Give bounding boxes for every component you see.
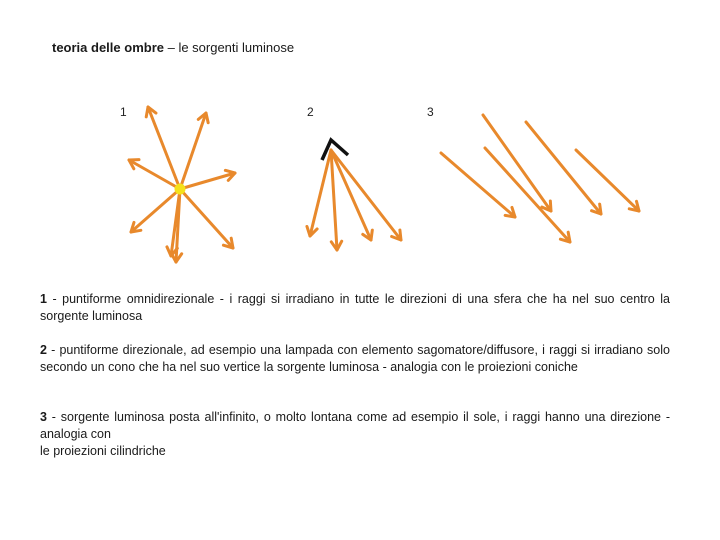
- description-3-tail: le proiezioni cilindriche: [40, 444, 166, 458]
- description-2: [40, 342, 670, 376]
- point-source-dot: [175, 184, 186, 195]
- directional-rays: [307, 150, 401, 250]
- ray-arrow: [526, 122, 601, 214]
- ray-arrow: [180, 170, 235, 189]
- description-2-text: - puntiforme direzionale, ad esempio una lampada con elemento sagomatore/diffusore, i raggi si irradiano solo secondo un cono che ha nel suo vertice la sorgente luminosa - analogia con le proiezioni coniche: [40, 343, 670, 374]
- diagram-label-2: 2: [307, 105, 314, 119]
- ray-arrow: [129, 160, 180, 189]
- ray-arrow: [131, 189, 180, 232]
- ray-arrow: [307, 150, 331, 236]
- description-1-text: - puntiforme omnidirezionale - i raggi si irradiano in tutte le direzioni di una sfera che ha nel suo centro la sorgente luminosa: [40, 292, 670, 323]
- description-3-number: 3: [40, 410, 47, 424]
- title-rest: – le sorgenti luminose: [163, 40, 295, 55]
- diagram-label-1: 1: [120, 105, 127, 119]
- ray-arrow: [146, 107, 180, 189]
- ray-arrow: [441, 153, 515, 217]
- ray-arrow: [576, 150, 639, 211]
- description-1: [40, 291, 670, 325]
- ray-arrow: [180, 189, 233, 248]
- description-1-number: 1: [40, 292, 47, 306]
- description-3: [40, 409, 670, 460]
- description-3-text: - sorgente luminosa posta all'infinito, o molto lontana come ad esempio il sole, i raggi hanno una direzione - analogia con: [40, 410, 670, 441]
- title-bold: teoria delle ombre: [52, 40, 164, 55]
- parallel-rays: [441, 115, 639, 242]
- ray-arrow: [180, 113, 208, 189]
- diagram-label-3: 3: [427, 105, 434, 119]
- description-2-number: 2: [40, 343, 47, 357]
